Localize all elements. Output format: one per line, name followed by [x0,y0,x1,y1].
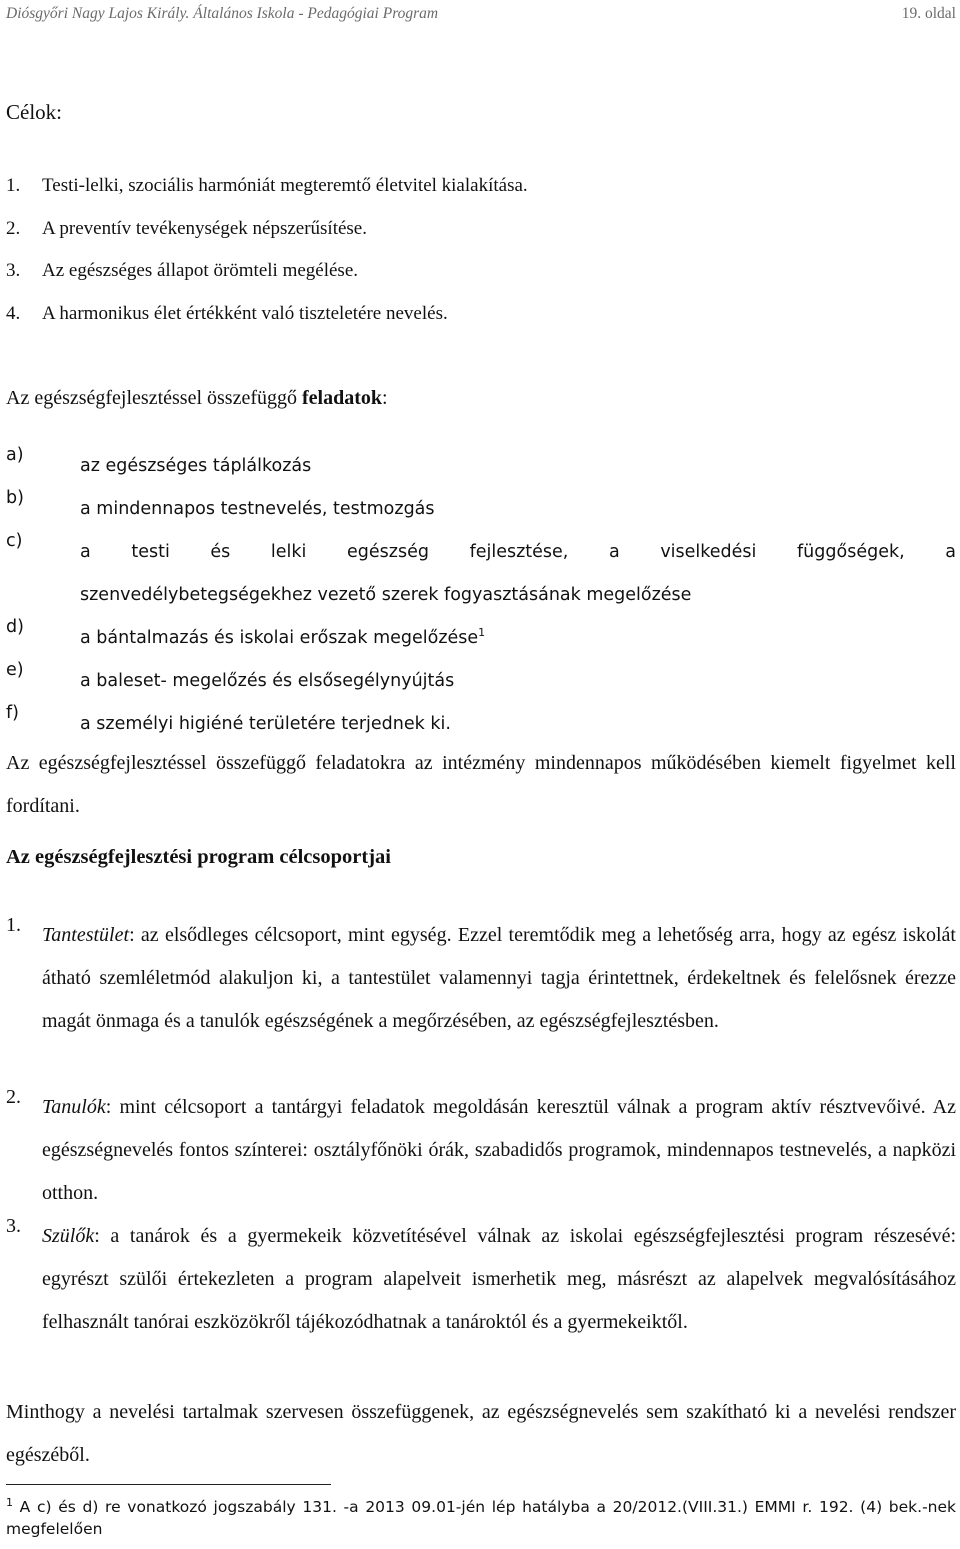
goals-title: Célok: [6,100,62,124]
tasks-intro: Az egészségfejlesztéssel összefüggő feladatok: [6,387,388,409]
goal-item: 4. A harmonikus élet értékként való tiszteletére nevelés. [6,302,448,324]
school-name: Diósgyőri Nagy Lajos Király. Általános Iskola - Pedagógiai Program [6,5,439,22]
goal-item: 1. Testi-lelki, szociális harmóniát megteremtő életvitel kialakítása. [6,175,528,196]
tasks-closing: Az egészségfejlesztéssel összefüggő feladatokra az intézmény mindennapos működésében kiemelt figyelmet kell fordítani. [6,752,956,817]
target-groups-title: Az egészségfejlesztési program célcsoportjai [6,846,391,868]
footnote: $^1$ A c) és d) re vonatkozó jogszabály 131. -a 2013 09.01-jén lép hatályba a 20/2012.(VIII.31.) EMMI r. 192. (4) bek.-nek megfelelően [6,1495,956,1538]
goals-list [6,172,528,342]
goal-item: 3. Az egészséges állapot örömteli megélése. [6,260,359,281]
footnote-divider [6,1484,331,1485]
target-groups-closing: Minthogy a nevelési tartalmak szervesen összefüggenek, az egészségnevelés sem szakítható ki a nevelési rendszer egészéből. [6,1401,956,1466]
goal-item: 2. A preventív tevékenységek népszerűsítése. [6,217,367,239]
page-number: 19. oldal [901,5,956,22]
